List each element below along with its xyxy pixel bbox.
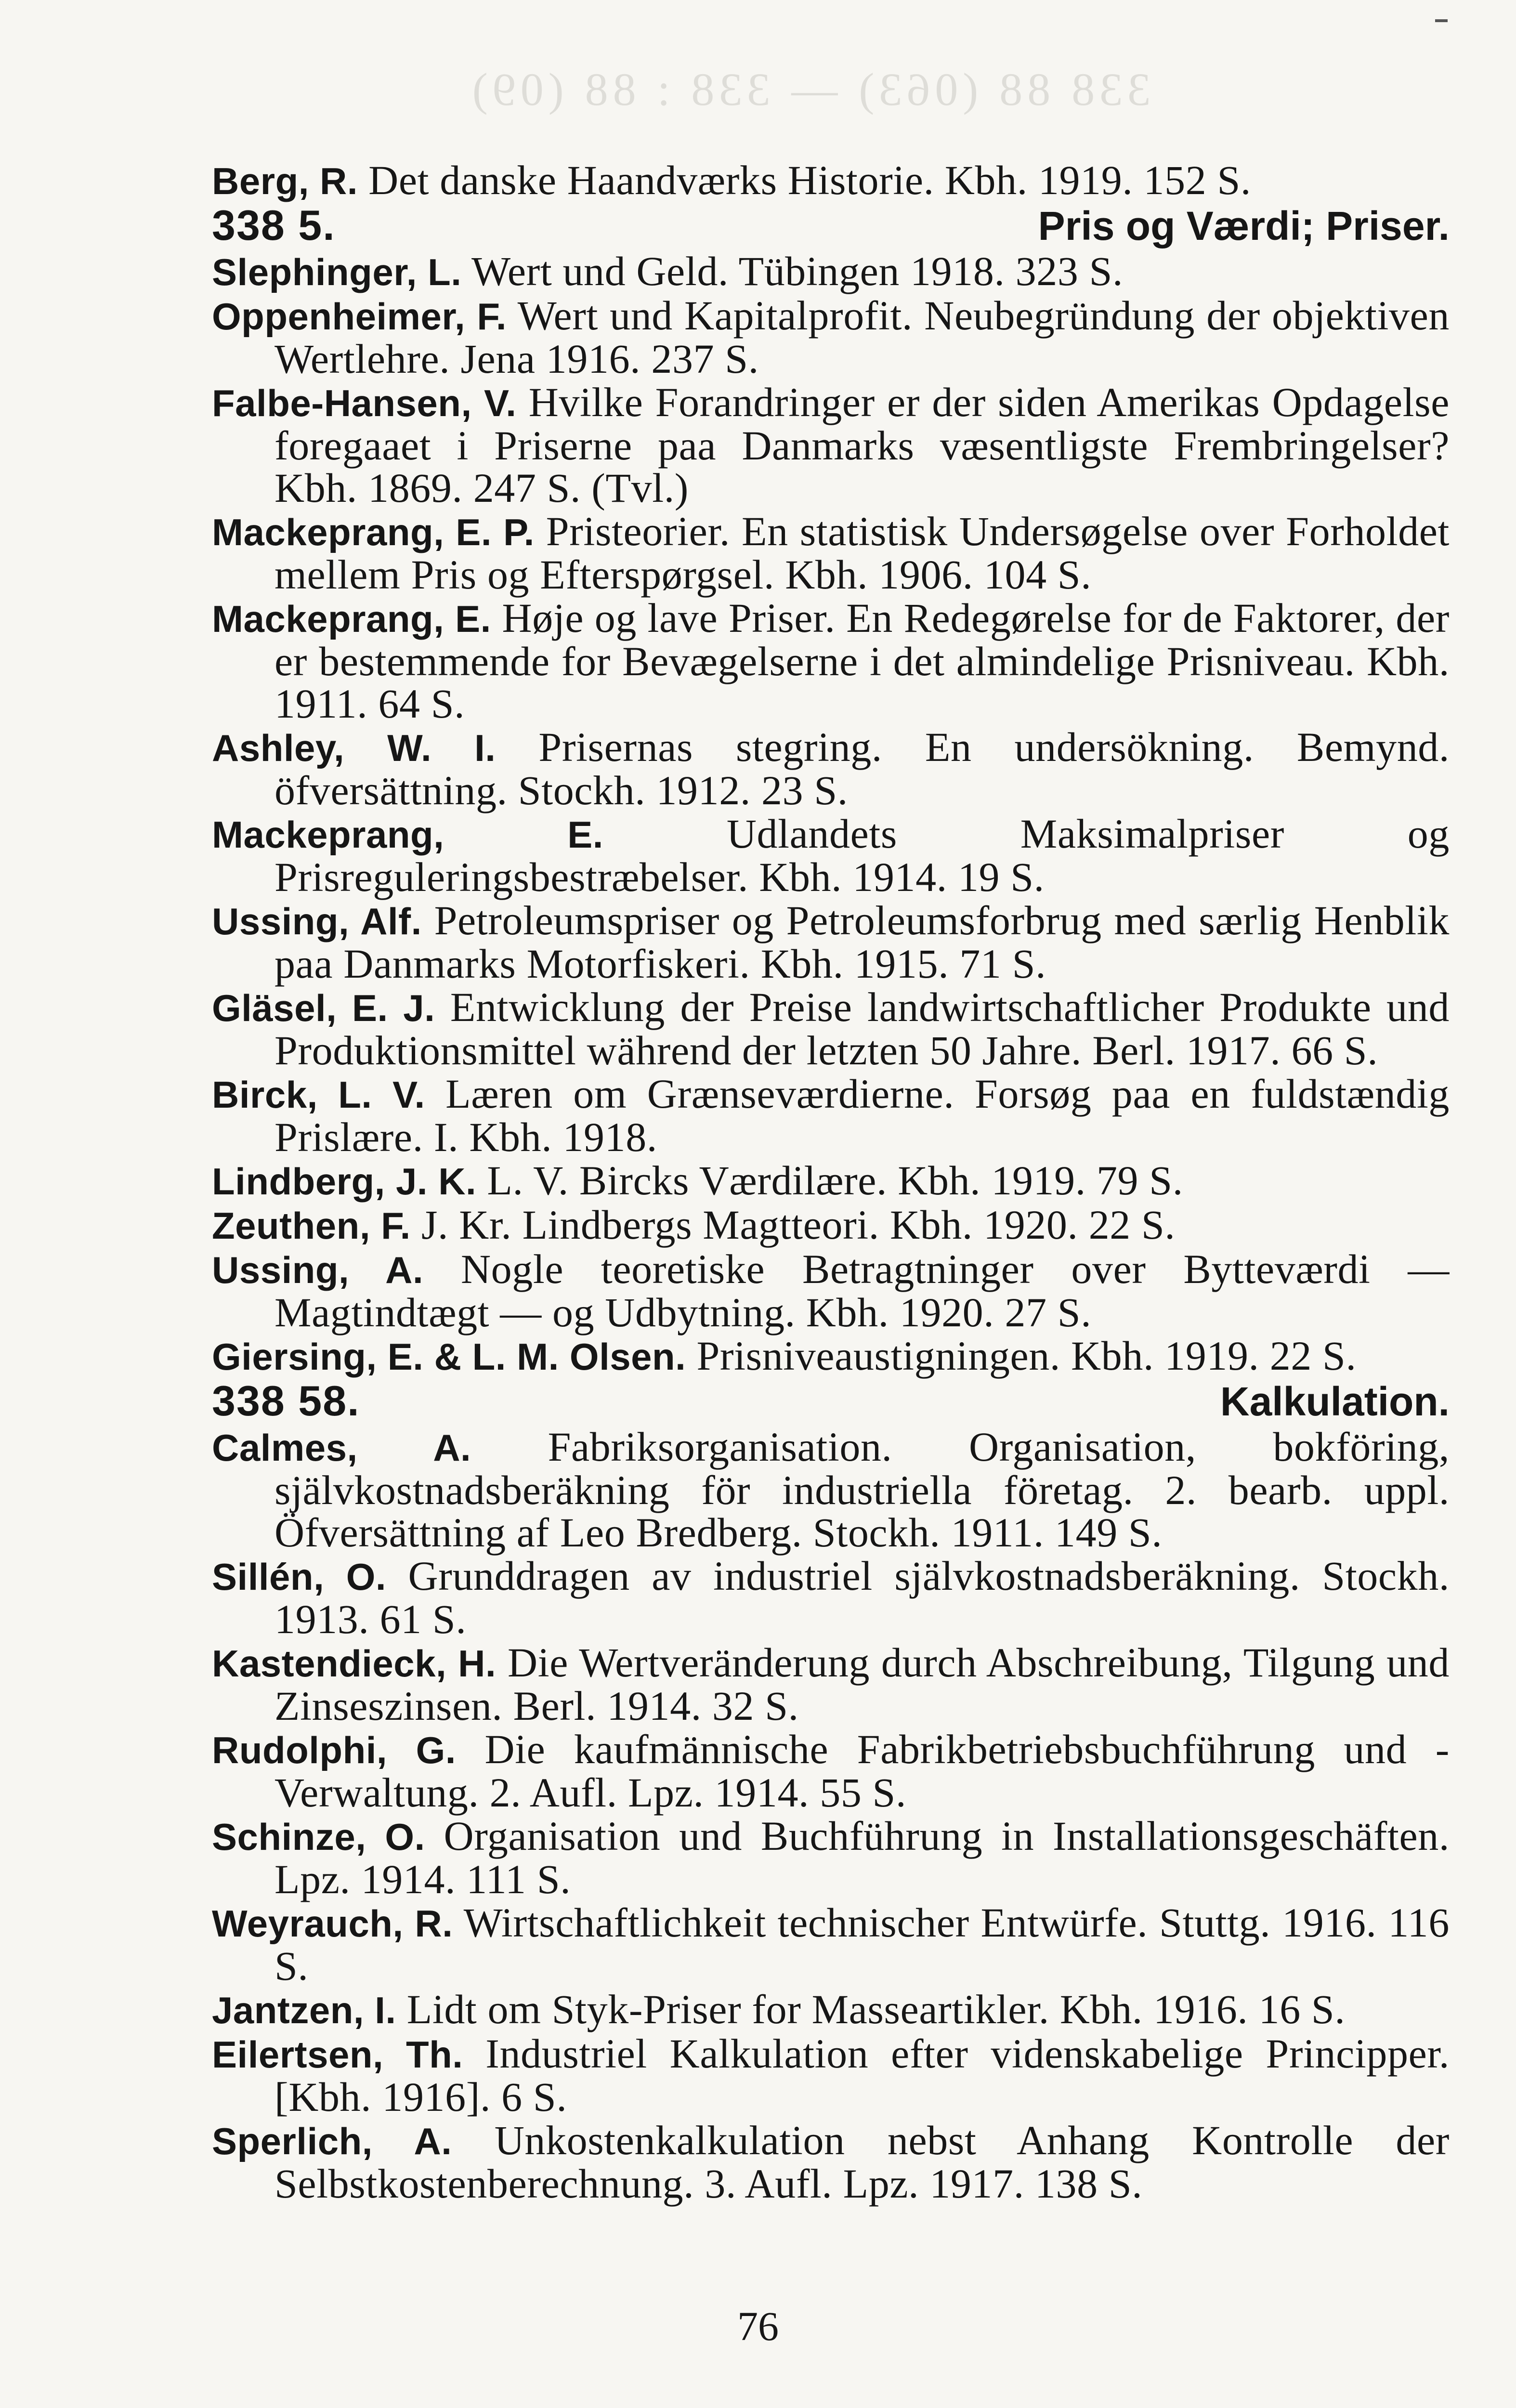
- entry-author: Eilertsen, Th.: [212, 2033, 463, 2076]
- entry-author: Slephinger, L.: [212, 251, 462, 293]
- entry-author: Mackeprang, E.: [212, 598, 491, 640]
- bibliography-entry: [212, 250, 1450, 293]
- bibliography-entry: [212, 1159, 1450, 1203]
- entry-author: Ussing, Alf.: [212, 900, 422, 942]
- bibliography-entry: [212, 1988, 1450, 2031]
- entry-text: Prisniveaustigningen. Kbh. 1919. 22 S.: [696, 1333, 1357, 1379]
- bibliography-entry: [212, 1335, 1450, 1378]
- entry-text: Hvilke Forandringer er der siden Amerikas Opdagelse foregaaet i Priserne paa Danmarks væsentligste Frembringelser? Kbh. 1869. 247 S. (Tvl.): [274, 379, 1450, 511]
- entry-author: Berg, R.: [212, 160, 358, 202]
- bibliography-entry: [212, 726, 1450, 811]
- entry-author: Zeuthen, F.: [212, 1204, 411, 1247]
- entry-author: Mackeprang, E. P.: [212, 511, 535, 553]
- entry-text: Wirtschaftlichkeit technischer Entwürfe. Stuttg. 1916. 116 S.: [274, 1899, 1450, 1989]
- entry-text: Pristeorier. En statistisk Undersøgelse over Forholdet mellem Pris og Efterspørgsel. Kbh. 1906. 104 S.: [274, 508, 1450, 598]
- page-mark: [1435, 19, 1448, 22]
- entry-text: Die Wertveränderung durch Abschreibung, Tilgung und Zinseszinsen. Berl. 1914. 32 S.: [274, 1639, 1450, 1729]
- entry-author: Jantzen, I.: [212, 1989, 396, 2031]
- bibliography-entry: [212, 899, 1450, 985]
- bleed-through-header: 338 88 (063) — 338 : 88 (09): [467, 64, 1151, 115]
- bibliography-entry: [212, 1248, 1450, 1334]
- entry-author: Mackeprang, E.: [212, 813, 603, 856]
- entry-author: Rudolphi, G.: [212, 1729, 456, 1771]
- section-title: Pris og Værdi; Priser.: [1038, 203, 1450, 249]
- entry-text: Det danske Haandværks Historie. Kbh. 1919. 152 S.: [368, 157, 1251, 203]
- bibliography-entry: [212, 159, 1450, 202]
- entry-text: Die kaufmännische Fabrikbetriebsbuchführung und -Verwaltung. 2. Aufl. Lpz. 1914. 55 S.: [274, 1726, 1450, 1816]
- entry-text: Grunddragen av industriel självkostnadsberäkning. Stockh. 1913. 61 S.: [274, 1553, 1450, 1642]
- bibliography-entry: [212, 1641, 1450, 1727]
- bibliography-entry: [212, 1815, 1450, 1900]
- entry-text: Fabriksorganisation. Organisation, bokföring, självkostnadsberäkning för industriella företag. 2. bearb. uppl. Öfversättning af Leo Bredberg. Stockh. 1911. 149 S.: [274, 1424, 1450, 1556]
- bibliography-entry: [212, 1204, 1450, 1247]
- bibliography-entry: [212, 294, 1450, 380]
- bibliography-page: [212, 159, 1450, 2206]
- entry-author: Gläsel, E. J.: [212, 987, 435, 1029]
- entry-text: Prisernas stegring. En undersökning. Bemynd. öfversättning. Stockh. 1912. 23 S.: [274, 724, 1450, 813]
- entry-author: Giersing, E. & L. M. Olsen.: [212, 1335, 686, 1378]
- entry-text: Petroleumspriser og Petroleumsforbrug med særlig Henblik paa Danmarks Motorfiskeri. Kbh. 1915. 71 S.: [274, 897, 1450, 987]
- bibliography-entry: [212, 986, 1450, 1072]
- entry-author: Ussing, A.: [212, 1249, 424, 1291]
- section-code: 338 5.: [212, 201, 336, 249]
- section-title: Kalkulation.: [1220, 1379, 1450, 1424]
- bibliography-entry: [212, 812, 1450, 898]
- entry-author: Sperlich, A.: [212, 2120, 452, 2162]
- entry-author: Weyrauch, R.: [212, 1902, 453, 1945]
- entry-text: Høje og lave Priser. En Redegørelse for de Faktorer, der er bestemmende for Bevægelserne i det almindelige Prisniveau. Kbh. 1911. 64 S.: [274, 595, 1450, 727]
- entry-text: Nogle teoretiske Betragtninger over Bytteværdi — Magtindtægt — og Udbytning. Kbh. 1920. 27 S.: [274, 1246, 1450, 1335]
- page-number: 76: [737, 2303, 779, 2349]
- entry-author: Birck, L. V.: [212, 1073, 425, 1116]
- entry-text: Unkostenkalkulation nebst Anhang Kontrolle der Selbstkostenberechnung. 3. Aufl. Lpz. 1917. 138 S.: [274, 2117, 1450, 2207]
- entry-text: Wert und Kapitalprofit. Neubegründung der objektiven Wertlehre. Jena 1916. 237 S.: [274, 292, 1450, 382]
- entry-author: Schinze, O.: [212, 1816, 425, 1858]
- entry-text: Læren om Grænseværdierne. Forsøg paa en fuldstændig Prislære. I. Kbh. 1918.: [274, 1071, 1450, 1160]
- section-heading: [212, 1379, 1450, 1424]
- entry-author: Sillén, O.: [212, 1556, 387, 1598]
- bibliography-entry: [212, 381, 1450, 509]
- entry-author: Oppenheimer, F.: [212, 295, 507, 338]
- entry-author: Falbe-Hansen, V.: [212, 382, 517, 424]
- section-heading: [212, 203, 1450, 248]
- entry-text: J. Kr. Lindbergs Magtteori. Kbh. 1920. 22 S.: [421, 1202, 1176, 1248]
- bibliography-entry: [212, 1073, 1450, 1158]
- bibliography-entry: [212, 1728, 1450, 1814]
- entry-author: Calmes, A.: [212, 1426, 471, 1469]
- entry-text: Industriel Kalkulation efter videnskabelige Principper. [Kbh. 1916]. 6 S.: [274, 2030, 1450, 2120]
- entry-text: Organisation und Buchführung in Installationsgeschäften. Lpz. 1914. 111 S.: [274, 1813, 1450, 1902]
- entry-author: Lindberg, J. K.: [212, 1160, 477, 1203]
- section-code: 338 58.: [212, 1377, 360, 1425]
- bibliography-entry: [212, 2032, 1450, 2118]
- entry-text: L. V. Bircks Værdilære. Kbh. 1919. 79 S.: [487, 1157, 1183, 1204]
- bibliography-entry: [212, 1426, 1450, 1554]
- entry-author: Kastendieck, H.: [212, 1642, 497, 1685]
- entry-text: Entwicklung der Preise landwirtschaftlicher Produkte und Produktionsmittel während der letzten 50 Jahre. Berl. 1917. 66 S.: [274, 984, 1450, 1073]
- entry-author: Ashley, W. I.: [212, 727, 496, 769]
- bibliography-entry: [212, 1555, 1450, 1640]
- bibliography-entry: [212, 2119, 1450, 2205]
- bibliography-entry: [212, 1901, 1450, 1987]
- entry-text: Udlandets Maksimalpriser og Prisreguleringsbestræbelser. Kbh. 1914. 19 S.: [274, 811, 1450, 900]
- entry-text: Lidt om Styk-Priser for Masseartikler. Kbh. 1916. 16 S.: [406, 1986, 1346, 2032]
- entry-text: Wert und Geld. Tübingen 1918. 323 S.: [471, 248, 1124, 294]
- bibliography-entry: [212, 597, 1450, 725]
- bibliography-entry: [212, 510, 1450, 596]
